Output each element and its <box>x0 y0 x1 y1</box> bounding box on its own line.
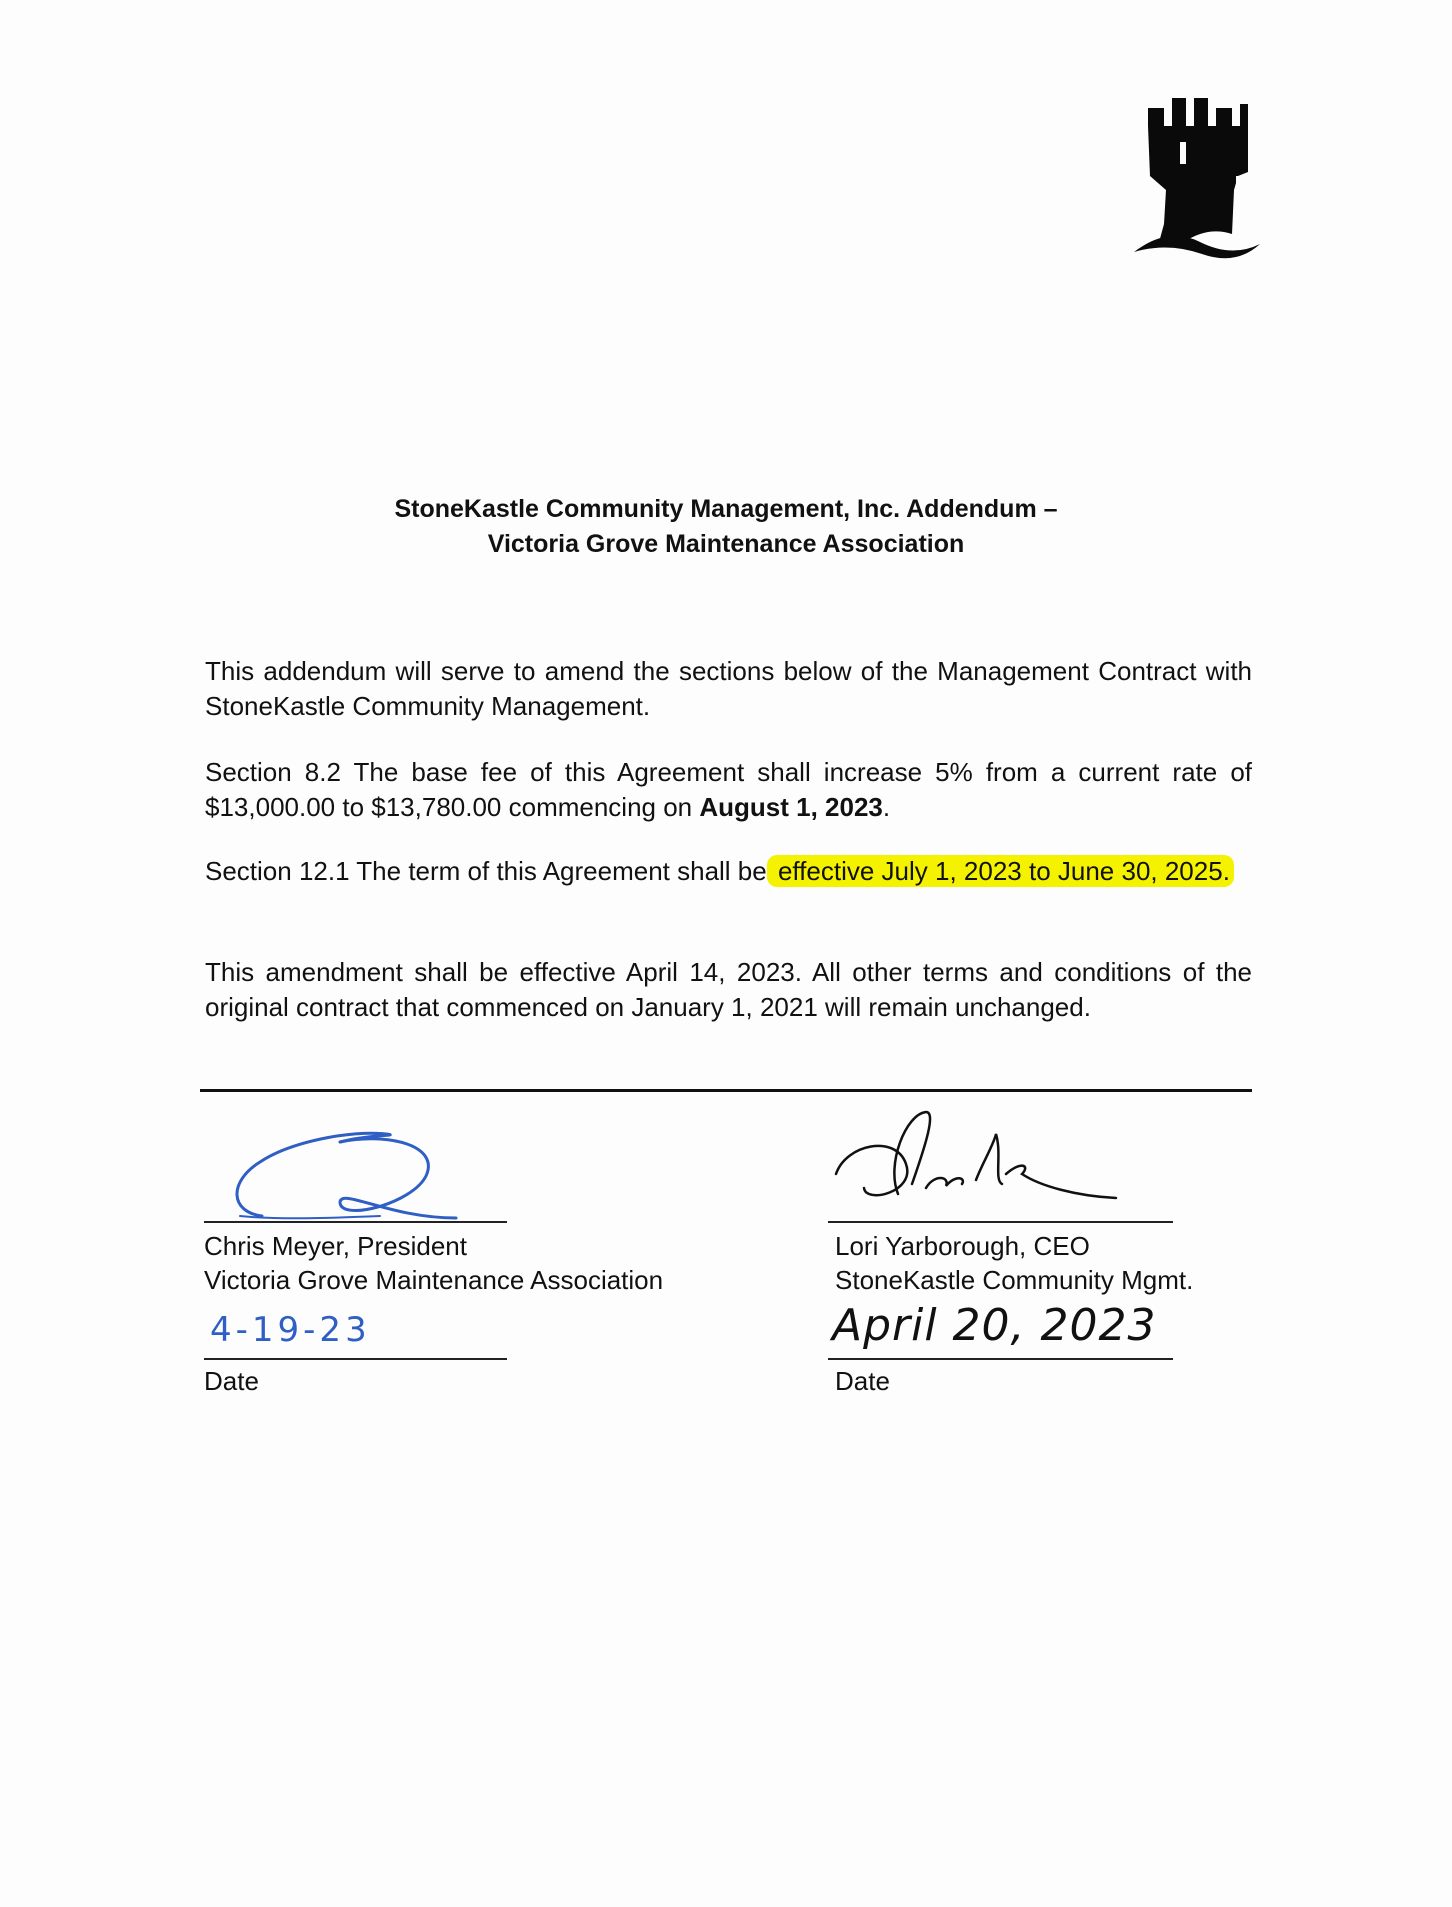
ceo-date-line <box>828 1358 1173 1360</box>
horizontal-rule <box>200 1089 1252 1092</box>
paragraph-intro: This addendum will serve to amend the sections below of the Management Contract with StoneKastle Community Management. <box>205 656 1252 721</box>
president-organization: Victoria Grove Maintenance Association <box>204 1265 664 1295</box>
ceo-handwritten-date: April 20, 2023 <box>832 1300 1157 1351</box>
ceo-name-title: Lori Yarborough, CEO <box>835 1231 1090 1261</box>
president-date-line <box>204 1358 507 1360</box>
president-handwritten-date: 4-19-23 <box>210 1310 371 1350</box>
ceo-signature-line <box>828 1221 1173 1223</box>
highlighted-term: effective July 1, 2023 to June 30, 2025. <box>767 855 1234 887</box>
section-8-2-end: . <box>882 792 891 822</box>
president-signature <box>220 1126 460 1226</box>
paragraph-section-12-1 <box>205 854 1252 889</box>
section-12-1-text: Section 12.1 The term of this Agreement shall be <box>205 856 767 886</box>
president-date-label: Date <box>204 1366 259 1396</box>
ceo-organization: StoneKastle Community Mgmt. <box>835 1265 1194 1295</box>
president-signature-line <box>204 1221 507 1223</box>
title-line-1: StoneKastle Community Management, Inc. Addendum – <box>394 495 1058 523</box>
commencement-date: August 1, 2023 <box>699 792 883 822</box>
document-title <box>200 492 1252 562</box>
paragraph-amendment-effective: This amendment shall be effective April 14, 2023. All other terms and conditions of the original contract that commenced on January 1, 2021 will remain unchanged. <box>205 957 1252 1022</box>
title-line-2: Victoria Grove Maintenance Association <box>487 530 965 558</box>
paragraph-section-8-2 <box>205 755 1252 825</box>
president-name-title: Chris Meyer, President <box>204 1231 467 1261</box>
ceo-date-label: Date <box>835 1366 890 1396</box>
section-8-2-text: Section 8.2 The base fee of this Agreement shall increase 5% from a current rate of $13,000.00 to $13,780.00 commencing on <box>205 757 1252 822</box>
ceo-signature <box>826 1104 1126 1214</box>
castle-tower-logo <box>1128 94 1262 270</box>
